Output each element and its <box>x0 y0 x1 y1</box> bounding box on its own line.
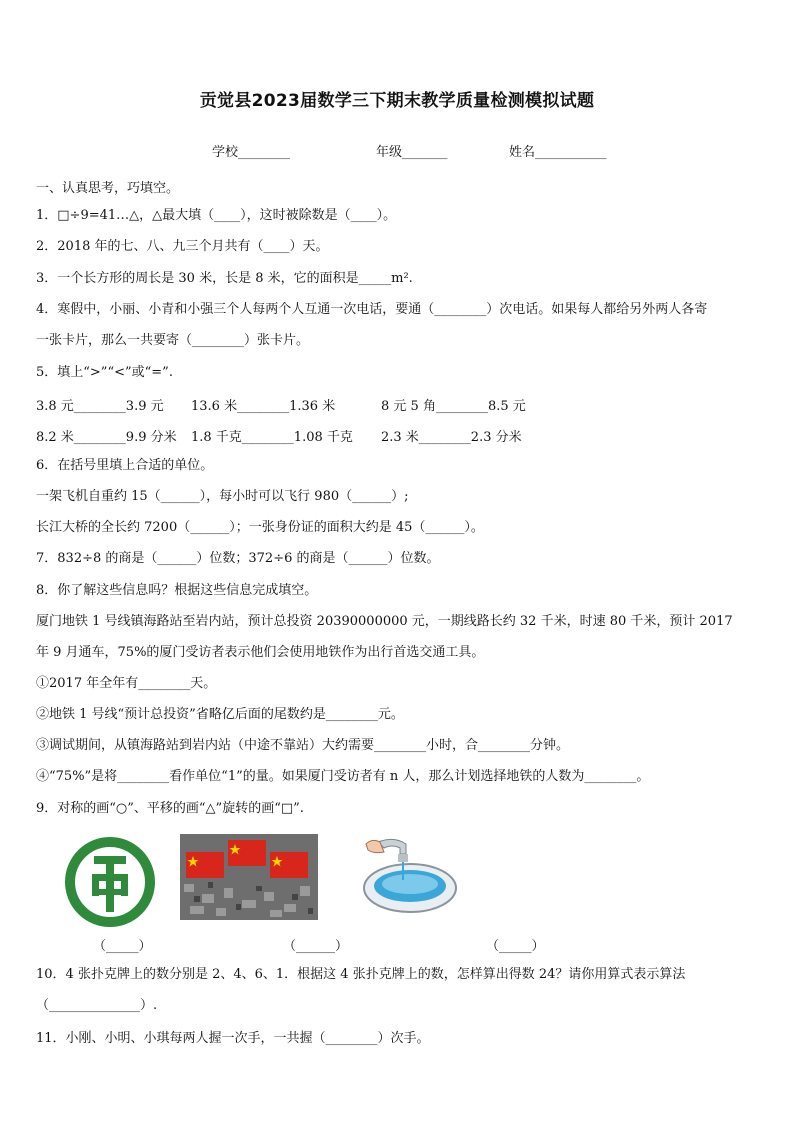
question-8: 8．你了解这些信息吗？根据这些信息完成填空。 <box>36 583 318 598</box>
grade-field-label: 年级_______ <box>376 145 448 160</box>
question-6: 6．在括号里填上合适的单位。 <box>36 458 214 473</box>
question-6-line-1: 一架飞机自重约 15（______），每小时可以飞行 980（______）; <box>36 489 409 504</box>
flags-crowd-image <box>180 834 318 920</box>
question-8-line-1: 厦门地铁 1 号线镇海路站至岩内站，预计总投资 20390000000 元，一期线路长约 32 千米，时速 80 千米，预计 2017 <box>36 614 733 629</box>
faucet-sink-image <box>344 834 462 920</box>
question-8-sub-1: ①2017 年全年有________天。 <box>36 676 217 691</box>
answer-blank-3: （_____） <box>486 939 545 954</box>
compare-item: 8.2 米________9.9 分米 <box>36 430 177 445</box>
question-3: 3．一个长方形的周长是 30 米，长是 8 米，它的面积是_____m². <box>36 271 413 286</box>
question-8-sub-3: ③调试期间，从镇海路站到岩内站（中途不靠站）大约需要________小时，合________分钟。 <box>36 738 570 753</box>
bank-logo-image <box>62 834 158 930</box>
answer-blank-2: （______） <box>283 939 349 954</box>
answer-blank-1: （_____） <box>93 939 152 954</box>
question-8-sub-4: ④“75%”是将________看作单位“1”的量。如果厦门受访者有 n 人，那么计划选择地铁的人数为________。 <box>36 769 650 784</box>
compare-item: 13.6 米________1.36 米 <box>191 399 336 414</box>
question-4-line-1: 4．寒假中，小丽、小青和小强三个人每两个人互通一次电话，要通（________）次电话。如果每人都给另外两人各寄 <box>36 302 708 317</box>
question-11: 11．小刚、小明、小琪每两人握一次手，一共握（________）次手。 <box>36 1031 430 1046</box>
question-1: 1．□÷9=41…△，△最大填（____），这时被除数是（____）。 <box>36 208 397 223</box>
page-title: 贡觉县2023届数学三下期末教学质量检测模拟试题 <box>199 91 595 111</box>
question-5: 5．填上“>”“<”或“=”. <box>36 365 173 380</box>
school-field-label: 学校________ <box>212 145 291 160</box>
name-field-label: 姓名___________ <box>509 145 607 160</box>
question-4-line-2: 一张卡片，那么一共要寄（________）张卡片。 <box>36 333 310 348</box>
question-8-sub-2: ②地铁 1 号线“预计总投资”省略亿后面的尾数约是________元。 <box>36 707 404 722</box>
compare-item: 3.8 元________3.9 元 <box>36 399 164 414</box>
section-heading: 一、认真思考，巧填空。 <box>36 181 180 196</box>
question-9: 9．对称的画“○”、平移的画“△”旋转的画“□”. <box>36 801 304 816</box>
question-10-line-1: 10．4 张扑克牌上的数分别是 2、4、6、1．根据这 4 张扑克牌上的数，怎样算出得数 24？请你用算式表示算法 <box>36 967 686 982</box>
compare-item: 1.8 千克________1.08 千克 <box>191 430 353 445</box>
question-8-line-2: 年 9 月通车，75%的厦门受访者表示他们会使用地铁作为出行首选交通工具。 <box>36 645 485 660</box>
compare-item: 2.3 米________2.3 分米 <box>381 430 522 445</box>
compare-item: 8 元 5 角________8.5 元 <box>381 399 526 414</box>
question-10-line-2: （______________）. <box>36 998 158 1013</box>
question-6-line-2: 长江大桥的全长约 7200（______）；一张身份证的面积大约是 45（______）。 <box>36 520 484 535</box>
question-2: 2．2018 年的七、八、九三个月共有（____）天。 <box>36 239 329 254</box>
question-7: 7．832÷8 的商是（______）位数；372÷6 的商是（______）位数。 <box>36 551 440 566</box>
